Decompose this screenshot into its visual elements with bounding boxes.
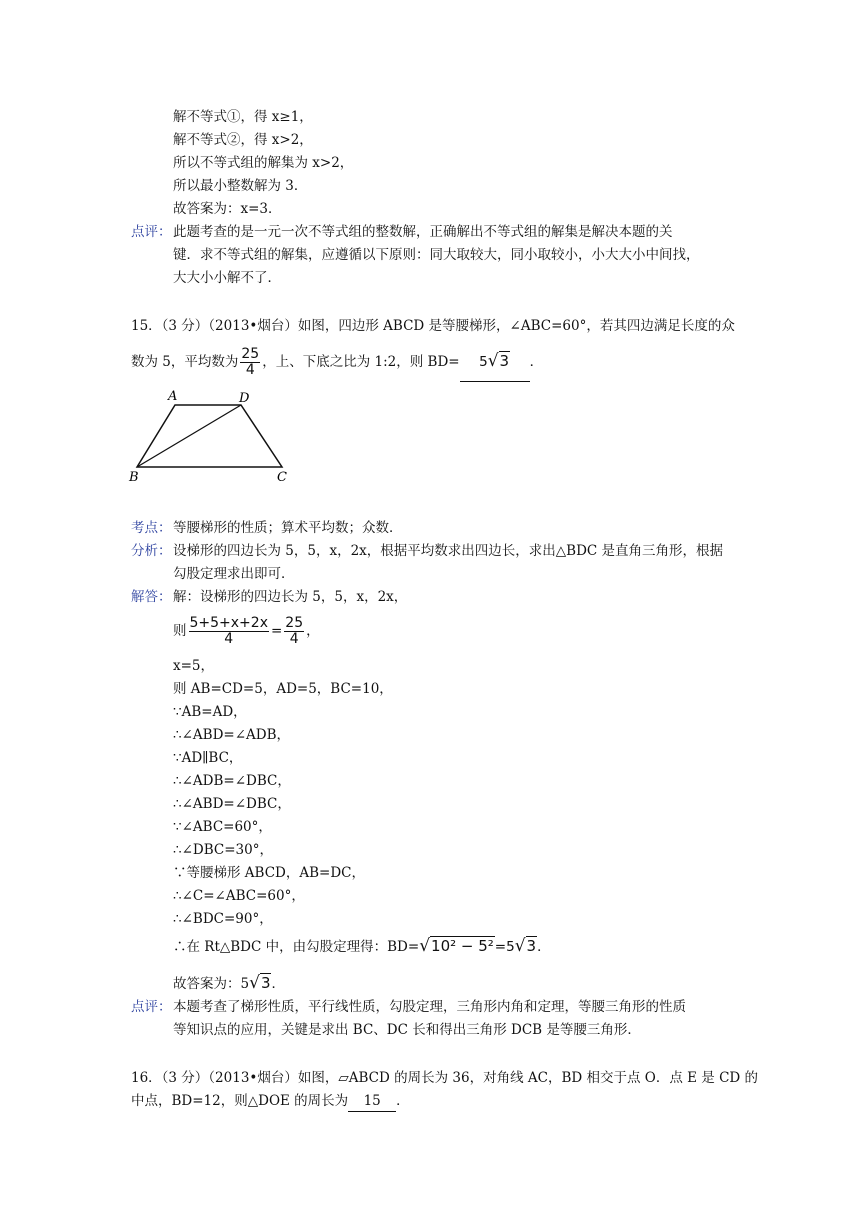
jieda-tag: 解答： (131, 589, 172, 605)
fenxi-tag: 分析： (131, 543, 172, 559)
solution-step: 故答案为：x=3． (173, 201, 282, 217)
fenxi-text: 设梯形的四边长为 5，5，x，2x，根据平均数求出四边长，求出△BDC 是直角三角形，根据 (173, 543, 724, 559)
solution-step: ∵等腰梯形 ABCD，AB=DC， (173, 865, 365, 881)
pythagoras-step: ∴在 Rt△BDC 中，由勾股定理得：BD=√10² − 5²=5√3． (173, 936, 551, 956)
question-16-stem: 16．（3 分）（2013•烟台）如图，▱ABCD 的周长为 36，对角线 AC，BD 相交于点 O．点 E 是 CD 的 (131, 1070, 759, 1086)
final-answer: 故答案为：5√3． (173, 973, 285, 993)
solution-step: ∴∠C=∠ABC=60°， (173, 888, 305, 904)
solution-step: ∴∠ADB=∠DBC， (173, 773, 291, 789)
dianping-tag: 点评： (131, 999, 172, 1015)
solution-step: 解不等式①，得 x≥1， (173, 109, 313, 125)
question-16-stem-2: 中点，BD=12，则△DOE 的周长为 15 ． (131, 1091, 410, 1112)
trapezoid-abcd (137, 405, 282, 467)
question-15-stem-2: 数为 5，平均数为 $\frac{25}{4}$ ，上、下底之比为 1:2，则 BD= 5√3 ． (131, 342, 543, 382)
comment-tag: 点评： (131, 224, 172, 240)
solution-step: 所以不等式组的解集为 x>2， (173, 155, 354, 171)
comment-text: 此题考查的是一元一次不等式组的整数解，正确解出不等式组的解集是解决本题的关 (173, 224, 673, 240)
solution-step: ∴∠ABD=∠DBC， (173, 796, 291, 812)
solution-equation: 则 $\frac{5+5+x+2x}{4}$ = $\frac{25}{4}$ ， (173, 615, 320, 647)
trapezoid-figure (125, 385, 295, 485)
solution-step: ∵AB=AD， (173, 704, 247, 720)
average-fraction: $\frac{25}{4}$ (241, 346, 260, 378)
solution-step: 解：设梯形的四边长为 5，5，x，2x， (173, 589, 408, 605)
solution-step: 则 AB=CD=5，AD=5，BC=10， (173, 681, 393, 697)
average-fraction-2: $\frac{25}{4}$ (285, 615, 304, 647)
question-15-stem: 15．（3 分）（2013•烟台）如图，四边形 ABCD 是等腰梯形，∠ABC=60°，若其四边满足长度的众 (131, 318, 735, 334)
answer-blank: 15 (348, 1091, 396, 1112)
solution-step: 解不等式②，得 x>2， (173, 132, 313, 148)
kaodian-text: 等腰梯形的性质；算术平均数；众数． (173, 520, 403, 536)
comment-text: 键．求不等式组的解集，应遵循以下原则：同大取较大，同小取较小，小大大小中间找， (173, 247, 700, 263)
answer-blank: 5√3 (460, 342, 530, 382)
kaodian-tag: 考点： (131, 520, 172, 536)
solution-step: ∵AD∥BC， (173, 750, 243, 766)
label-c: C (277, 470, 287, 485)
solution-step: ∵∠ABC=60°， (173, 819, 272, 835)
fenxi-text: 勾股定理求出即可． (173, 566, 295, 582)
sum-fraction: $\frac{5+5+x+2x}{4}$ (189, 615, 268, 647)
solution-step: x=5， (173, 658, 215, 674)
solution-step: ∴∠BDC=90°， (173, 911, 273, 927)
solution-step: 所以最小整数解为 3． (173, 178, 308, 194)
diagonal-bd (137, 405, 241, 467)
solution-step: ∴∠ABD=∠ADB， (173, 727, 291, 743)
dianping-text: 等知识点的应用，关键是求出 BC、DC 长和得出三角形 DCB 是等腰三角形． (173, 1022, 641, 1038)
radicand: 10² − 5² (431, 937, 494, 955)
solution-step: ∴∠DBC=30°， (173, 842, 273, 858)
label-d: D (239, 391, 250, 406)
dianping-text: 本题考查了梯形性质，平行线性质，勾股定理，三角形内角和定理，等腰三角形的性质 (173, 999, 686, 1015)
comment-text: 大大小小解不了． (173, 270, 281, 286)
label-a: A (168, 389, 178, 404)
label-b: B (129, 470, 139, 485)
